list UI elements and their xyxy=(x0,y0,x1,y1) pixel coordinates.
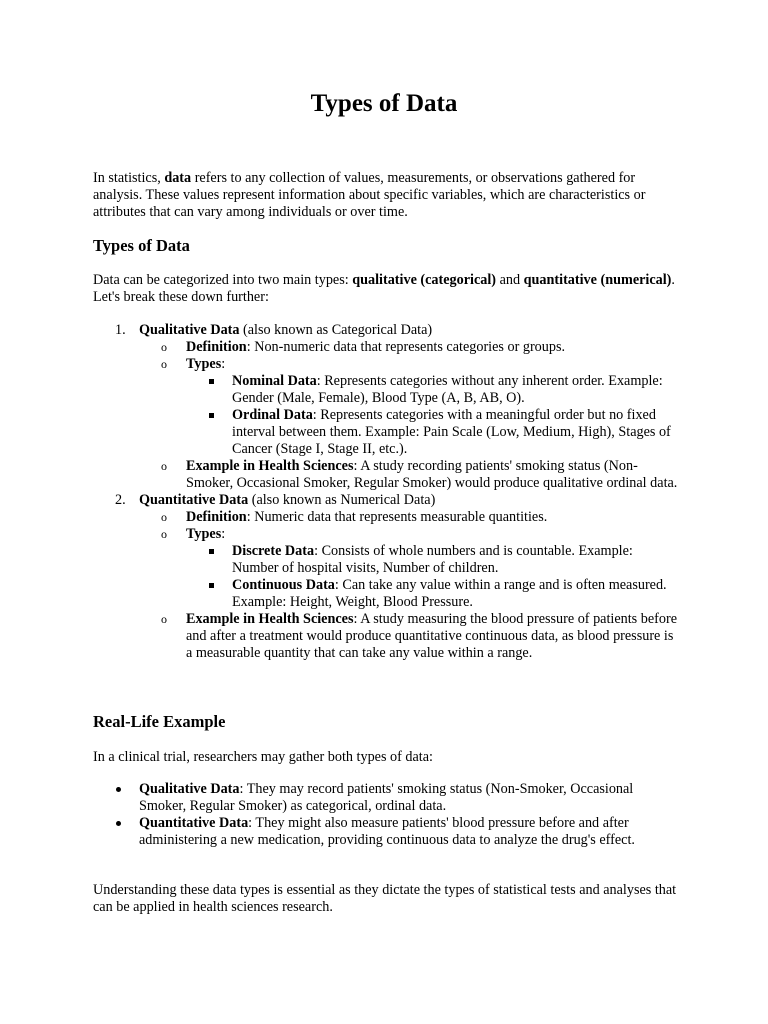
circle-marker-icon: o xyxy=(161,510,167,524)
type-item-nominal xyxy=(186,373,683,407)
types-para-post: . Let's break these down further: xyxy=(93,272,675,305)
type-text: : Can take any value within a range and is often measured. Example: Height, Weight, Blood Pressure. xyxy=(232,577,667,610)
sub-item-definition xyxy=(139,509,683,526)
bullet-item-qualitative xyxy=(93,781,683,815)
intro-paragraph xyxy=(93,170,678,221)
type-item-ordinal xyxy=(186,407,683,458)
list-item-note: (also known as Categorical Data) xyxy=(239,322,433,338)
sub-item-types xyxy=(139,526,683,611)
types-label: Types xyxy=(186,356,222,372)
types-para-pre: Data can be categorized into two main types: xyxy=(93,272,353,288)
circle-marker-icon: o xyxy=(161,340,167,354)
bullet-text: : They might also measure patients' blood pressure before and after administering a new medication, providing continuous data to analyze the drug's effect. xyxy=(139,815,635,848)
types-para-qualitative: qualitative (categorical) xyxy=(352,272,497,288)
bullet-label: Qualitative Data xyxy=(139,781,240,797)
list-item-note: (also known as Numerical Data) xyxy=(248,492,436,508)
sub-list xyxy=(139,509,683,662)
types-paragraph xyxy=(93,272,678,306)
list-number: 1. xyxy=(115,322,126,338)
sub-list xyxy=(139,339,683,492)
type-text: : Consists of whole numbers and is countable. Example: Number of hospital visits, Number of children. xyxy=(232,543,633,576)
section-heading-real-life: Real-Life Example xyxy=(93,712,226,731)
bullet-icon xyxy=(116,787,121,792)
circle-marker-icon: o xyxy=(161,357,167,371)
definition-label: Definition xyxy=(186,339,247,355)
bullet-text: : They may record patients' smoking status (Non-Smoker, Occasional Smoker, Regular Smoker) as categorical, ordinal data. xyxy=(139,781,634,814)
type-label: Discrete Data xyxy=(232,543,315,559)
sub-sub-list xyxy=(186,373,683,458)
types-label: Types xyxy=(186,526,222,542)
definition-text: : Non-numeric data that represents categories or groups. xyxy=(246,339,566,355)
section-heading-types: Types of Data xyxy=(93,236,190,255)
real-life-paragraph: In a clinical trial, researchers may gather both types of data: xyxy=(93,749,433,765)
sub-item-example xyxy=(139,611,683,662)
sub-sub-list xyxy=(186,543,683,611)
intro-term: data xyxy=(164,170,192,186)
example-label: Example in Health Sciences xyxy=(186,611,354,627)
types-colon: : xyxy=(221,526,226,542)
list-item-title: Quantitative Data xyxy=(139,492,249,508)
sub-item-definition xyxy=(139,339,683,356)
type-label: Ordinal Data xyxy=(232,407,313,423)
list-item-qualitative xyxy=(93,322,683,492)
real-life-list xyxy=(93,781,683,849)
circle-marker-icon: o xyxy=(161,527,167,541)
sub-item-types xyxy=(139,356,683,458)
conclusion-paragraph: Understanding these data types is essential as they dictate the types of statistical tests and analyses that can be applied in health sciences research. xyxy=(93,882,677,915)
circle-marker-icon: o xyxy=(161,459,167,473)
square-bullet-icon xyxy=(209,583,214,588)
list-number: 2. xyxy=(115,492,126,508)
bullet-label: Quantitative Data xyxy=(139,815,249,831)
square-bullet-icon xyxy=(209,549,214,554)
data-types-list xyxy=(93,322,683,662)
types-colon: : xyxy=(221,356,226,372)
example-text: : A study recording patients' smoking status (Non-Smoker, Occasional Smoker, Regular Smoker) would produce qualitative ordinal data. xyxy=(186,458,678,491)
type-item-continuous xyxy=(186,577,683,611)
type-label: Continuous Data xyxy=(232,577,335,593)
type-text: : Represents categories with a meaningful order but no fixed interval between them. Example: Pain Scale (Low, Medium, High), Stages of Cancer (Stage I, Stage II, etc.). xyxy=(232,407,671,457)
intro-text-post: refers to any collection of values, measurements, or observations gathered for analysis. These values represent information about specific variables, which are characteristics or attributes that can vary among individuals or over time. xyxy=(93,170,646,220)
definition-label: Definition xyxy=(186,509,247,525)
list-item-title: Qualitative Data xyxy=(139,322,240,338)
list-item-quantitative xyxy=(93,492,683,662)
type-text: : Represents categories without any inherent order. Example: Gender (Male, Female), Blood Type (A, B, AB, O). xyxy=(232,373,663,406)
types-para-mid: and xyxy=(496,272,524,288)
square-bullet-icon xyxy=(209,379,214,384)
definition-text: : Numeric data that represents measurable quantities. xyxy=(246,509,548,525)
example-label: Example in Health Sciences xyxy=(186,458,354,474)
square-bullet-icon xyxy=(209,413,214,418)
intro-text-pre: In statistics, xyxy=(93,170,165,186)
bullet-icon xyxy=(116,821,121,826)
page-title: Types of Data xyxy=(310,90,458,117)
type-item-discrete xyxy=(186,543,683,577)
sub-item-example xyxy=(139,458,683,492)
type-label: Nominal Data xyxy=(232,373,317,389)
circle-marker-icon: o xyxy=(161,612,167,626)
example-text: : A study measuring the blood pressure of patients before and after a treatment would produce quantitative continuous data, as blood pressure is a measurable quantity that can take any value within a range. xyxy=(186,611,677,661)
bullet-item-quantitative xyxy=(93,815,683,849)
types-para-quantitative: quantitative (numerical) xyxy=(523,272,672,288)
